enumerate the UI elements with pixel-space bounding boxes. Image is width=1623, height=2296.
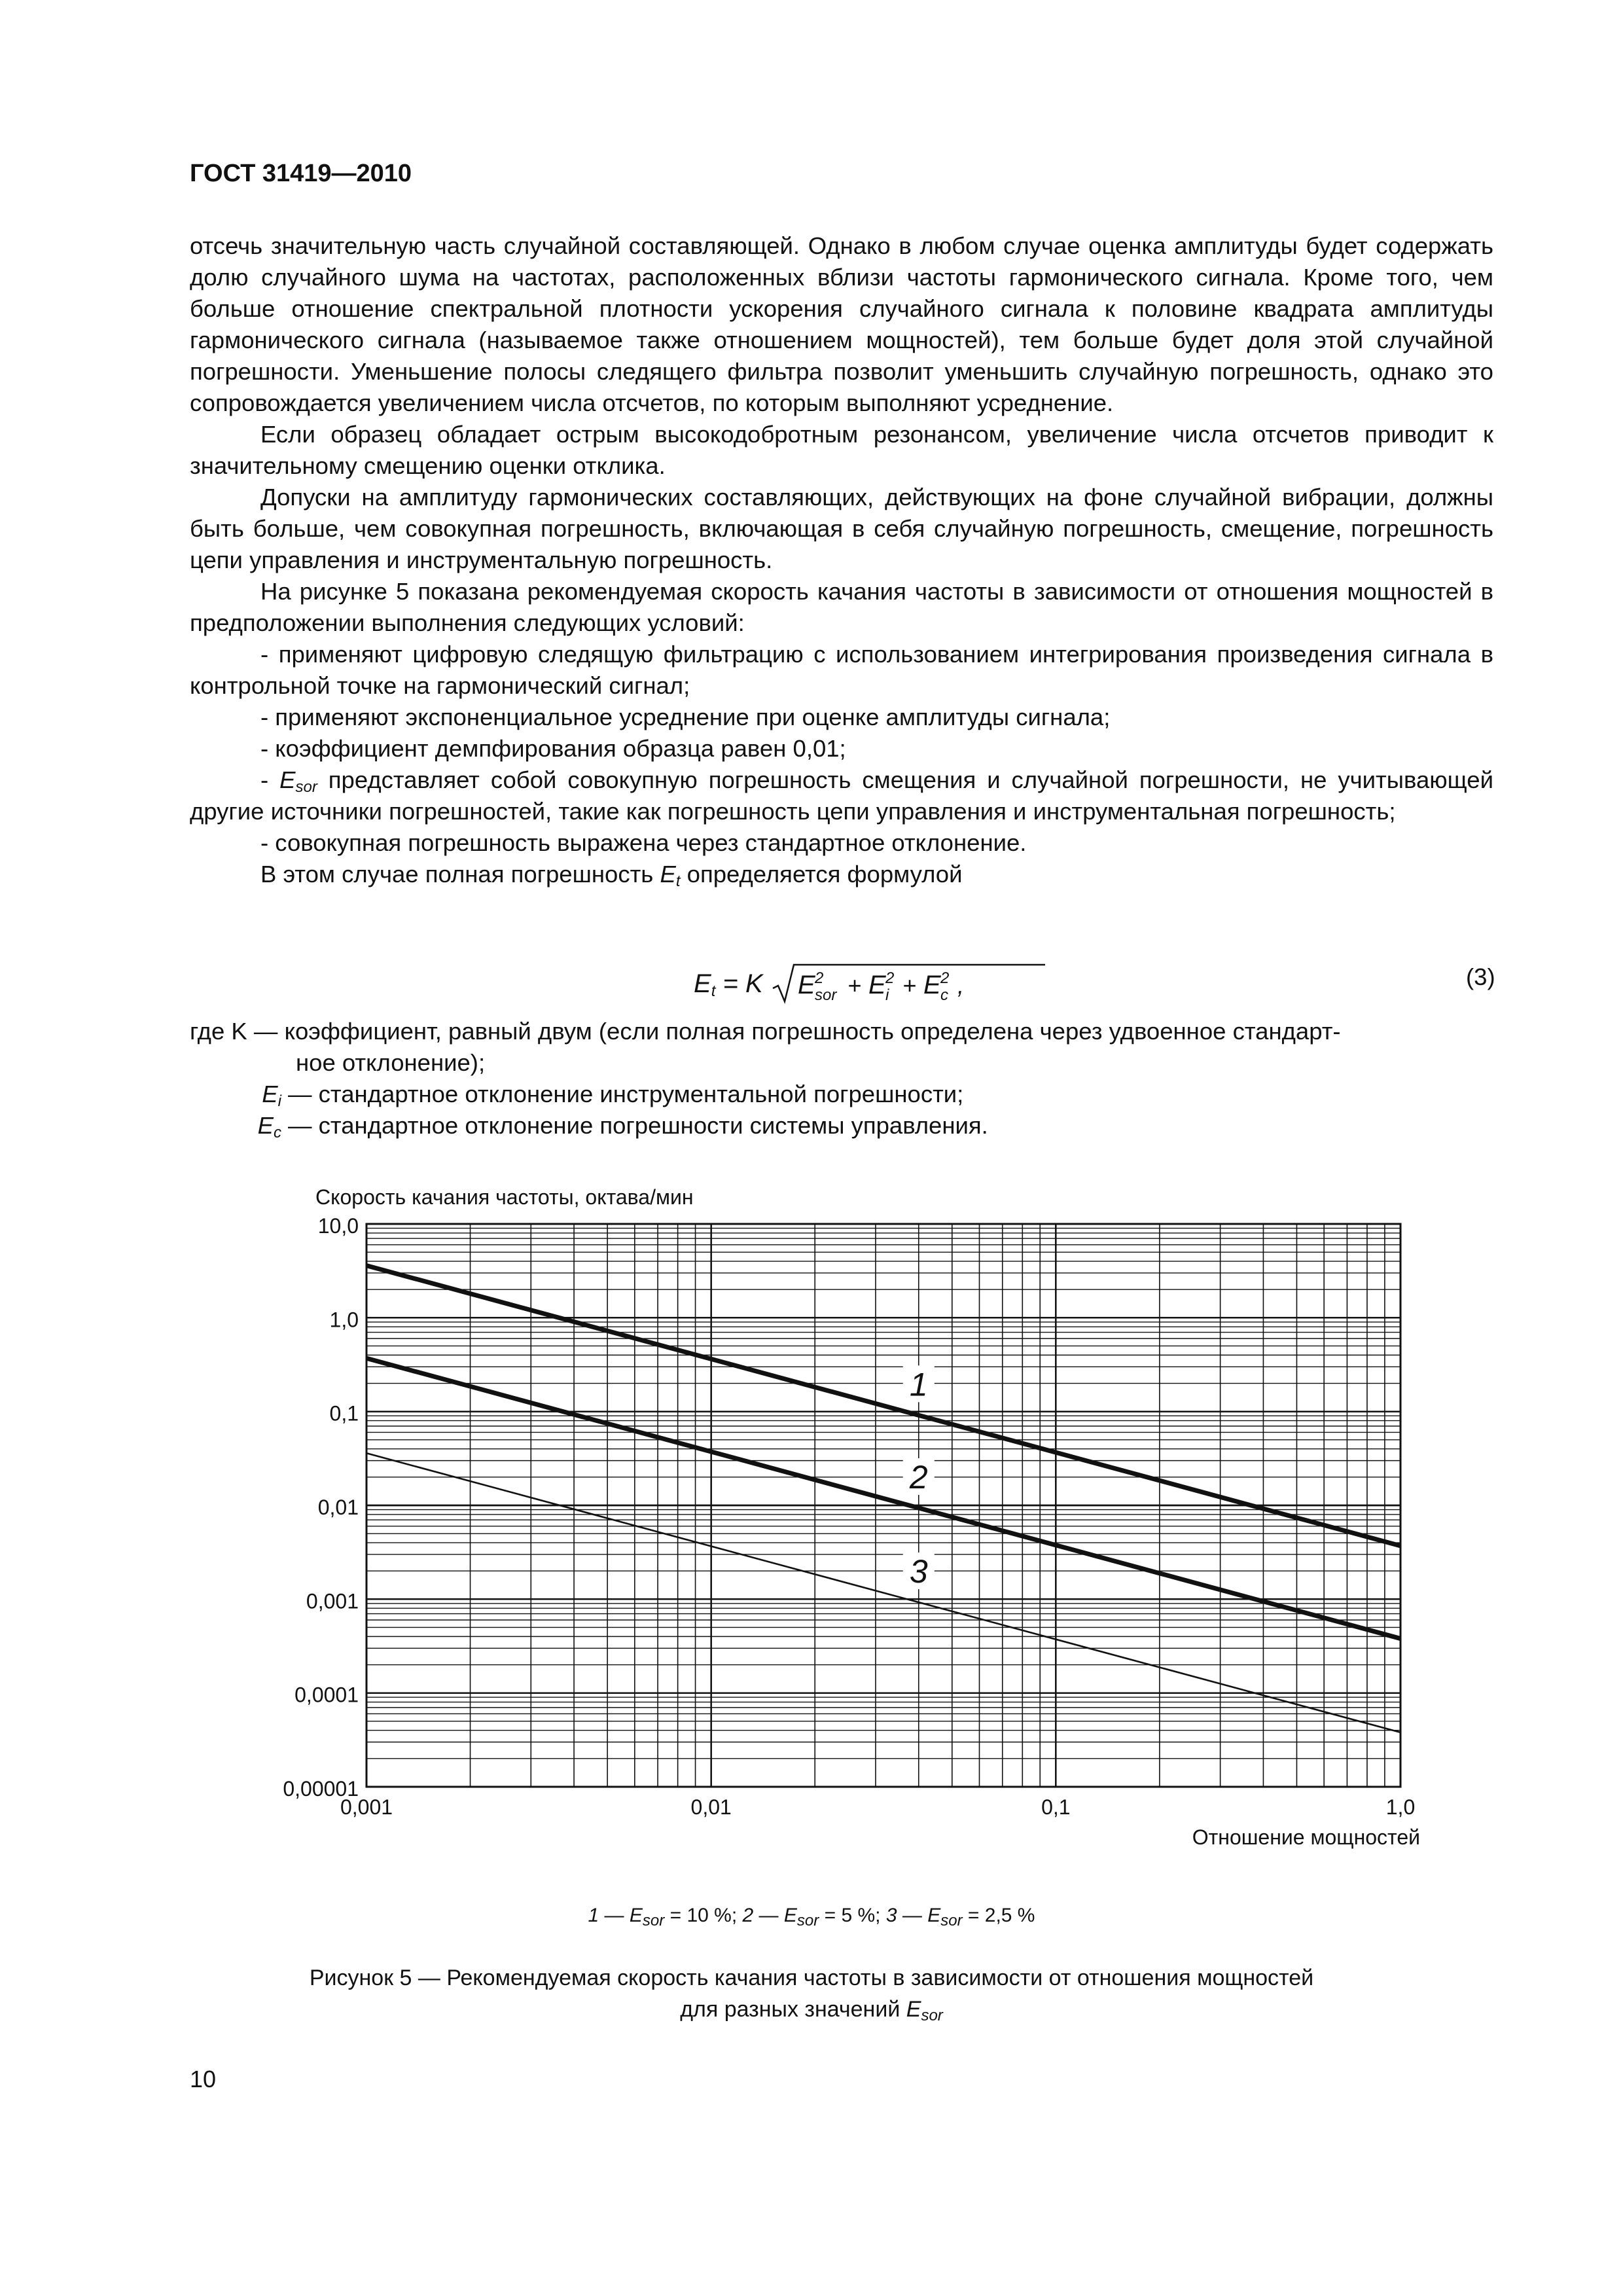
bullet-4-subscript: sor xyxy=(295,778,317,796)
def-ei-symbol: E xyxy=(262,1081,278,1107)
series-line-2 xyxy=(366,1358,1400,1638)
svg-text:2: 2 xyxy=(940,969,950,987)
def-ec-subscript: c xyxy=(274,1124,281,1141)
legend-sub-2: sor xyxy=(796,1912,819,1929)
y-tick-label: 10,0 xyxy=(317,1214,359,1238)
legend-symbol-2: E xyxy=(783,1905,797,1926)
def-k-prefix: где K — xyxy=(190,1018,278,1045)
series-label-2: 2 xyxy=(909,1458,928,1496)
legend-num-1: 1 xyxy=(588,1905,599,1926)
legend-value-2: = 5 %; xyxy=(824,1905,881,1926)
legend-dash-2: — xyxy=(758,1905,779,1926)
legend-dash-1: — xyxy=(604,1905,624,1926)
formula-rhs-prefix: = K xyxy=(722,969,763,998)
svg-text:c: c xyxy=(940,986,948,1004)
svg-text:+: + xyxy=(847,972,861,999)
def-k-text: коэффициент, равный двум (если полная погрешность определена через удвоенное стандарт- xyxy=(284,1018,1341,1045)
bullet-5: - совокупная погрешность выражена через стандартное отклонение. xyxy=(260,829,1027,856)
svg-text:sor: sor xyxy=(814,986,837,1004)
body-text xyxy=(190,230,1493,890)
paragraph-5 xyxy=(190,859,1493,890)
svg-text:2: 2 xyxy=(885,969,895,987)
paragraph-3: Допуски на амплитуду гармонических составляющих, действующих на фоне случайной вибрации, должны быть больше, чем совокупная погрешность, включающая в себя случайную погрешность, смещение, погрешность цепи управления и инструментальную погрешность. xyxy=(190,484,1493,573)
caption-subscript: sor xyxy=(921,2007,943,2024)
bullet-4 xyxy=(190,764,1493,827)
y-axis-title: Скорость качания частоты, октава/мин xyxy=(315,1185,694,1209)
def-ei xyxy=(190,1079,1493,1110)
def-ei-subscript: i xyxy=(277,1092,281,1110)
caption-line-1: Рисунок 5 — Рекомендуемая скорость качания частоты в зависимости от отношения мощностей xyxy=(309,1965,1314,1990)
bullet-1: - применяют цифровую следящую фильтрацию с использованием интегрирования произведения сигнала в контрольной точке на гармонический сигнал; xyxy=(190,641,1493,699)
legend-value-1: = 10 %; xyxy=(669,1905,738,1926)
paragraph-5-symbol: E xyxy=(660,861,676,888)
caption-line-2 xyxy=(196,1994,1427,2025)
formula-lhs-sub: t xyxy=(711,982,716,1000)
bullet-2: - применяют экспоненциальное усреднение при оценке амплитуды сигнала; xyxy=(260,704,1111,730)
formula-radical xyxy=(772,961,1046,1007)
svg-text:,: , xyxy=(957,972,964,999)
def-k-cont: ное отклонение); xyxy=(296,1049,486,1076)
def-ec-symbol: E xyxy=(257,1112,274,1139)
bullet-4-text: представляет собой совокупную погрешность смещения и случайной погрешности, не учитывающей другие источники погрешностей, такие как погрешность цепи управления и инструментальная погрешность; xyxy=(190,766,1493,825)
x-axis-title: Отношение мощностей xyxy=(1192,1825,1420,1849)
variable-definitions xyxy=(190,1016,1493,1141)
y-tick-label: 1,0 xyxy=(329,1308,359,1332)
equation-number: (3) xyxy=(1466,963,1495,990)
legend-sub-1: sor xyxy=(642,1912,665,1929)
series-line-1 xyxy=(366,1266,1400,1546)
x-tick-label: 1,0 xyxy=(1385,1795,1416,1819)
x-tick-label: 0,1 xyxy=(1041,1795,1071,1819)
y-tick-label: 0,0001 xyxy=(294,1683,359,1707)
x-tick-label: 0,01 xyxy=(690,1795,732,1819)
def-ec xyxy=(190,1110,1493,1141)
def-ec-text: — стандартное отклонение погрешности системы управления. xyxy=(288,1112,988,1139)
legend-sub-3: sor xyxy=(940,1912,963,1929)
def-ei-text: — стандартное отклонение инструментальной погрешности; xyxy=(288,1081,964,1107)
svg-text:2: 2 xyxy=(814,969,824,987)
paragraph-1: отсечь значительную часть случайной составляющей. Однако в любом случае оценка амплитуды будет содержать долю случайного шума на частотах, расположенных вблизи частоты гармонического сигнала. Кроме того, чем больше отношение спектральной плотности ускорения случайного сигнала к половине квадрата амплитуды гармонического сигнала (называемое также отношением мощностей), тем больше будет доля этой случайной погрешности. Уменьшение полосы следящего фильтра позволит уменьшить случайную погрешность, однако это сопровождается увеличением числа отсчетов, по которым выполняют усреднение. xyxy=(190,232,1493,416)
legend-value-3: = 2,5 % xyxy=(967,1905,1035,1926)
paragraph-2: Если образец обладает острым высокодобротным резонансом, увеличение числа отсчетов приводит к значительному смещению оценки отклика. xyxy=(190,421,1493,479)
chart-labels xyxy=(283,1185,1420,1849)
svg-text:i: i xyxy=(885,986,889,1004)
page-number: 10 xyxy=(190,2066,217,2092)
bullet-4-dash: - xyxy=(260,766,269,793)
caption-line-2-prefix: для разных значений xyxy=(680,1997,906,2022)
bullet-4-symbol: E xyxy=(279,766,296,793)
legend-num-3: 3 xyxy=(885,1905,897,1926)
series-label-3: 3 xyxy=(909,1553,928,1590)
legend-num-2: 2 xyxy=(742,1905,754,1926)
formula-lhs: E xyxy=(694,969,711,998)
y-tick-label: 0,00001 xyxy=(283,1777,359,1801)
paragraph-4: На рисунке 5 показана рекомендуемая скорость качания частоты в зависимости от отношения мощностей в предположении выполнения следующих условий: xyxy=(190,578,1493,636)
y-tick-label: 0,01 xyxy=(317,1496,359,1519)
legend-dash-3: — xyxy=(902,1905,922,1926)
paragraph-5-text-b: определяется формулой xyxy=(680,861,963,888)
bullet-3: - коэффициент демпфирования образца равен 0,01; xyxy=(260,735,846,762)
legend-symbol-1: E xyxy=(629,1905,643,1926)
figure-legend xyxy=(0,1905,1623,1927)
document-header: ГОСТ 31419—2010 xyxy=(190,160,412,187)
paragraph-5-subscript: t xyxy=(675,872,681,890)
figure-caption xyxy=(196,1962,1427,2025)
series-line-3 xyxy=(366,1453,1400,1732)
paragraph-5-text-a: В этом случае полная погрешность xyxy=(260,861,660,888)
svg-text:E: E xyxy=(797,971,815,999)
svg-text:E: E xyxy=(923,971,941,999)
y-tick-label: 0,001 xyxy=(306,1589,359,1613)
svg-text:E: E xyxy=(868,971,886,999)
caption-symbol: E xyxy=(906,1997,921,2022)
formula-3 xyxy=(694,961,1046,1007)
series-label-1: 1 xyxy=(909,1366,928,1403)
svg-text:+: + xyxy=(902,972,916,999)
legend-symbol-3: E xyxy=(927,1905,941,1926)
chart-series xyxy=(366,1266,1400,1732)
sweep-rate-chart xyxy=(275,1172,1440,1892)
y-tick-label: 0,1 xyxy=(329,1401,359,1426)
def-k xyxy=(190,1016,1493,1047)
x-tick-label: 0,001 xyxy=(340,1795,393,1819)
